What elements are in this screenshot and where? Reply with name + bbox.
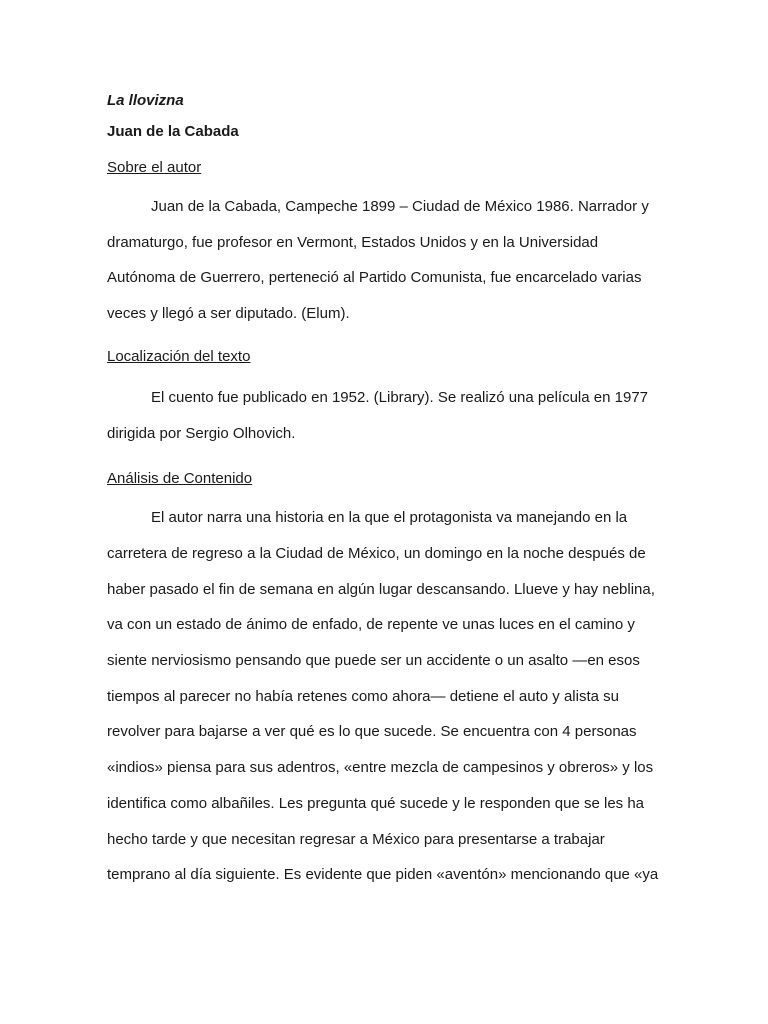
paragraph-line: El cuento fue publicado en 1952. (Library). Se realizó una película en 1977 [151, 388, 648, 406]
section-heading-analisis: Análisis de Contenido [107, 470, 253, 488]
paragraph-line: siente nerviosismo pensando que puede ser un accidente o un asalto —en esos [107, 652, 640, 670]
paragraph-line: identifica como albañiles. Les pregunta qué sucede y le responden que se les ha [107, 794, 645, 812]
paragraph-line: carretera de regreso a la Ciudad de México, un domingo en la noche después de [107, 544, 646, 562]
paragraph-sobre-el-autor [107, 189, 661, 332]
paragraph-analisis [107, 500, 661, 893]
paragraph-line: El autor narra una historia en la que el protagonista va manejando en la [151, 509, 628, 527]
paragraph-line: tiempos al parecer no había retenes como ahora— detiene el auto y alista su [107, 687, 619, 705]
section-heading-sobre-el-autor: Sobre el autor [107, 159, 202, 176]
paragraph-line: hecho tarde y que necesitan regresar a México para presentarse a trabajar [107, 830, 605, 848]
paragraph-line: haber pasado el fin de semana en algún lugar descansando. Llueve y hay neblina, [107, 580, 655, 598]
document-title: La llovizna [107, 92, 184, 109]
paragraph-line: Juan de la Cabada, Campeche 1899 – Ciudad de México 1986. Narrador y [151, 198, 649, 215]
document-author: Juan de la Cabada [107, 123, 239, 140]
paragraph-line: temprano al día siguiente. Es evidente que piden «aventón» mencionando que «ya [107, 866, 659, 884]
paragraph-localizacion [107, 380, 661, 451]
paragraph-line: revolver para bajarse a ver qué es lo que sucede. Se encuentra con 4 personas [107, 723, 637, 741]
paragraph-line: veces y llegó a ser diputado. (Elum). [107, 305, 350, 323]
paragraph-line: dirigida por Sergio Olhovich. [107, 424, 296, 442]
paragraph-line: «indios» piensa para sus adentros, «entre mezcla de campesinos y obreros» y los [107, 759, 654, 777]
paragraph-line: dramaturgo, fue profesor en Vermont, Estados Unidos y en la Universidad [107, 233, 599, 251]
paragraph-line: Autónoma de Guerrero, perteneció al Partido Comunista, fue encarcelado varias [107, 269, 642, 287]
paragraph-line: va con un estado de ánimo de enfado, de repente ve unas luces en el camino y [107, 616, 635, 634]
section-heading-localizacion: Localización del texto [107, 347, 251, 365]
